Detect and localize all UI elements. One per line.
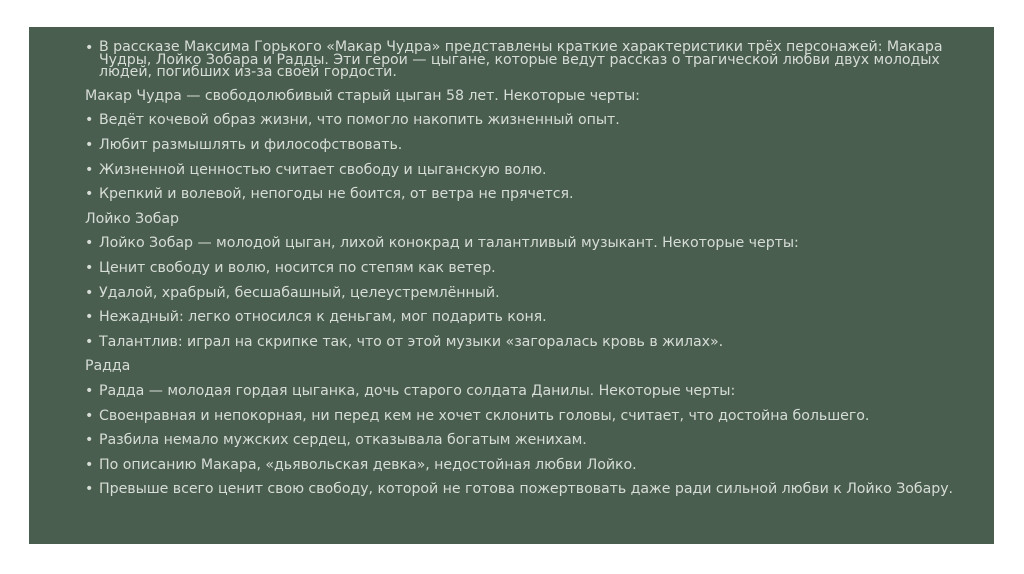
bullet-marker: •	[85, 40, 94, 56]
paragraph-text: Макар Чудра — свободолюбивый старый цыган 58 лет. Некоторые черты:	[85, 87, 640, 104]
bullet-marker: •	[85, 161, 94, 178]
list-item-text: Ведёт кочевой образ жизни, что помогло накопить жизненный опыт.	[99, 112, 620, 129]
list-item-text: Талантлив: играл на скрипке так, что от этой музыки «загоралась кровь в жилах».	[99, 333, 724, 350]
list-item	[85, 433, 954, 448]
bullet-marker: •	[85, 333, 94, 350]
list-item	[85, 482, 954, 496]
bullet-marker: •	[85, 481, 94, 498]
list-item-text: Превыше всего ценит свою свободу, которой не готова пожертвовать даже ради сильной любви к Лойко Зобару.	[99, 481, 953, 498]
list-item	[85, 187, 954, 202]
list-item-text: Любит размышлять и философствовать.	[99, 136, 403, 153]
bullet-marker: •	[85, 112, 94, 129]
list-item-text: В рассказе Максима Горького «Макар Чудра» представлены краткие характеристики трёх персонажей: Макара Чудры, Лойко Зобара и Радды. Эти герои — цыгане, которые ведут рассказ о трагической любви двух молодых людей, погибших из-за своей гордости.	[99, 39, 943, 81]
bullet-marker: •	[85, 136, 94, 153]
section-heading-loiko	[85, 212, 954, 227]
slide-content	[29, 27, 994, 544]
list-item	[85, 261, 954, 276]
list-item-text: По описанию Макара, «дьявольская девка», недостойная любви Лойко.	[99, 456, 637, 473]
section-heading-text: Радда	[85, 358, 131, 375]
list-item	[85, 310, 954, 325]
list-item	[85, 113, 954, 128]
bullet-marker: •	[85, 382, 94, 399]
list-item	[85, 409, 954, 424]
list-item	[85, 286, 954, 301]
bullet-marker: •	[85, 456, 94, 473]
bullet-marker: •	[85, 309, 94, 326]
list-item-text: Жизненной ценностью считает свободу и цыганскую волю.	[99, 161, 547, 178]
list-item	[85, 138, 954, 153]
list-item-text: Нежадный: легко относился к деньгам, мог подарить коня.	[99, 309, 547, 326]
list-item	[85, 236, 954, 251]
bullet-marker: •	[85, 432, 94, 449]
section-heading-radda	[85, 359, 954, 374]
list-item-text: Удалой, храбрый, бесшабашный, целеустремлённый.	[99, 284, 500, 301]
bullet-marker: •	[85, 407, 94, 424]
list-item-text: Своенравная и непокорная, ни перед кем не хочет склонить головы, считает, что достойна большего.	[99, 407, 870, 424]
list-item-text: Крепкий и волевой, непогоды не боится, от ветра не прячется.	[99, 186, 574, 203]
section-heading-text: Лойко Зобар	[85, 210, 180, 227]
list-item	[85, 384, 954, 399]
list-item	[85, 335, 954, 350]
bullet-marker: •	[85, 284, 94, 301]
section-intro-makar	[85, 89, 954, 104]
list-item-text: Радда — молодая гордая цыганка, дочь старого солдата Данилы. Некоторые черты:	[99, 382, 736, 399]
list-item-text: Разбила немало мужских сердец, отказывала богатым женихам.	[99, 432, 587, 449]
bullet-marker: •	[85, 186, 94, 203]
list-item	[85, 163, 954, 178]
list-item-text: Ценит свободу и волю, носится по степям как ветер.	[99, 259, 496, 276]
list-item-text: Лойко Зобар — молодой цыган, лихой конокрад и талантливый музыкант. Некоторые черты:	[99, 235, 799, 252]
bullet-marker: •	[85, 235, 94, 252]
list-item	[85, 41, 954, 79]
bullet-marker: •	[85, 259, 94, 276]
list-item	[85, 458, 954, 473]
